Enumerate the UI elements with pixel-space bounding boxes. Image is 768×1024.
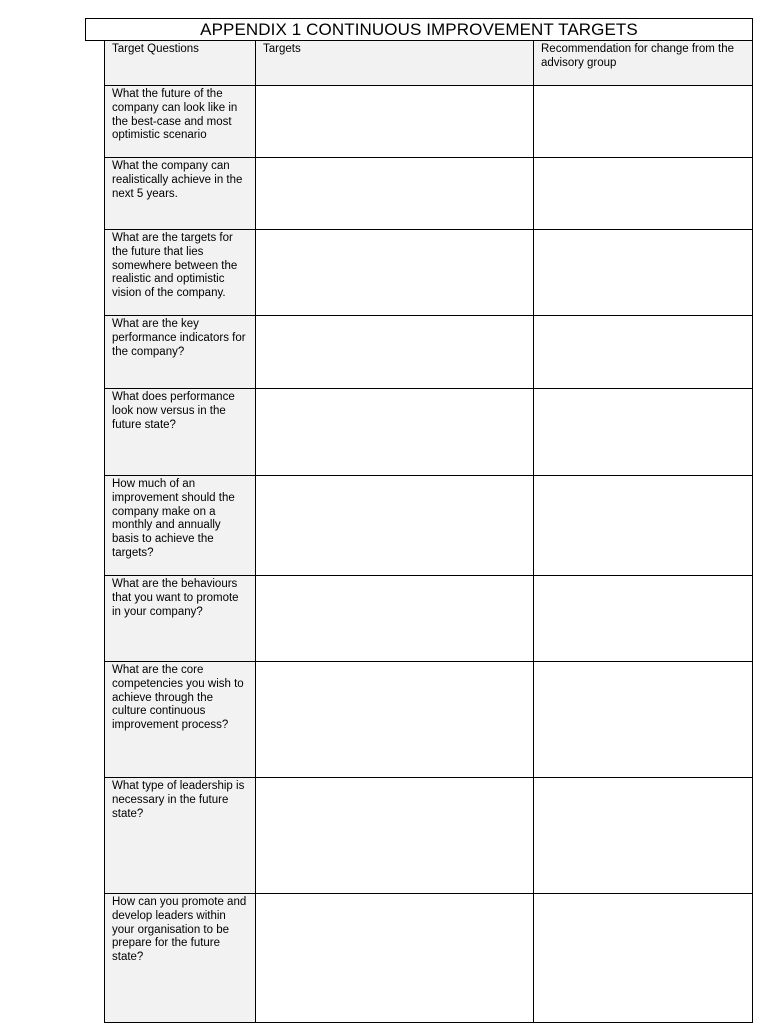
question-cell: What are the key performance indicators for the company? — [105, 316, 256, 389]
question-cell: How can you promote and develop leaders within your organisation to be prepare for the future state? — [105, 894, 256, 1023]
header-row — [105, 41, 753, 86]
header-target-questions: Target Questions — [105, 41, 256, 86]
target-cell[interactable] — [256, 662, 534, 778]
table-row — [105, 894, 753, 1023]
table-row — [105, 389, 753, 476]
question-cell: What the company can realistically achieve in the next 5 years. — [105, 158, 256, 230]
question-cell: What are the targets for the future that lies somewhere between the realistic and optimistic vision of the company. — [105, 230, 256, 316]
recommendation-cell[interactable] — [534, 476, 753, 576]
question-cell: What does performance look now versus in the future state? — [105, 389, 256, 476]
target-cell[interactable] — [256, 316, 534, 389]
recommendation-cell[interactable] — [534, 389, 753, 476]
question-cell: What are the core competencies you wish to achieve through the culture continuous improvement process? — [105, 662, 256, 778]
target-cell[interactable] — [256, 894, 534, 1023]
target-cell[interactable] — [256, 476, 534, 576]
recommendation-cell[interactable] — [534, 894, 753, 1023]
table-row — [105, 86, 753, 158]
recommendation-cell[interactable] — [534, 778, 753, 894]
question-cell: What the future of the company can look like in the best-case and most optimistic scenario — [105, 86, 256, 158]
recommendation-cell[interactable] — [534, 316, 753, 389]
recommendation-cell[interactable] — [534, 576, 753, 662]
page-title: APPENDIX 1 CONTINUOUS IMPROVEMENT TARGETS — [85, 18, 753, 41]
table-row — [105, 476, 753, 576]
question-cell: How much of an improvement should the company make on a monthly and annually basis to achieve the targets? — [105, 476, 256, 576]
target-cell[interactable] — [256, 158, 534, 230]
table-row — [105, 316, 753, 389]
recommendation-cell[interactable] — [534, 662, 753, 778]
table-row — [105, 778, 753, 894]
target-cell[interactable] — [256, 230, 534, 316]
table-row — [105, 158, 753, 230]
table-row — [105, 662, 753, 778]
target-cell[interactable] — [256, 576, 534, 662]
recommendation-cell[interactable] — [534, 86, 753, 158]
header-targets: Targets — [256, 41, 534, 86]
target-cell[interactable] — [256, 389, 534, 476]
target-cell[interactable] — [256, 86, 534, 158]
header-recommendation: Recommendation for change from the advisory group — [534, 41, 753, 86]
target-cell[interactable] — [256, 778, 534, 894]
recommendation-cell[interactable] — [534, 230, 753, 316]
table-row — [105, 230, 753, 316]
table-row — [105, 576, 753, 662]
targets-table — [104, 40, 753, 1023]
question-cell: What are the behaviours that you want to promote in your company? — [105, 576, 256, 662]
question-cell: What type of leadership is necessary in the future state? — [105, 778, 256, 894]
recommendation-cell[interactable] — [534, 158, 753, 230]
